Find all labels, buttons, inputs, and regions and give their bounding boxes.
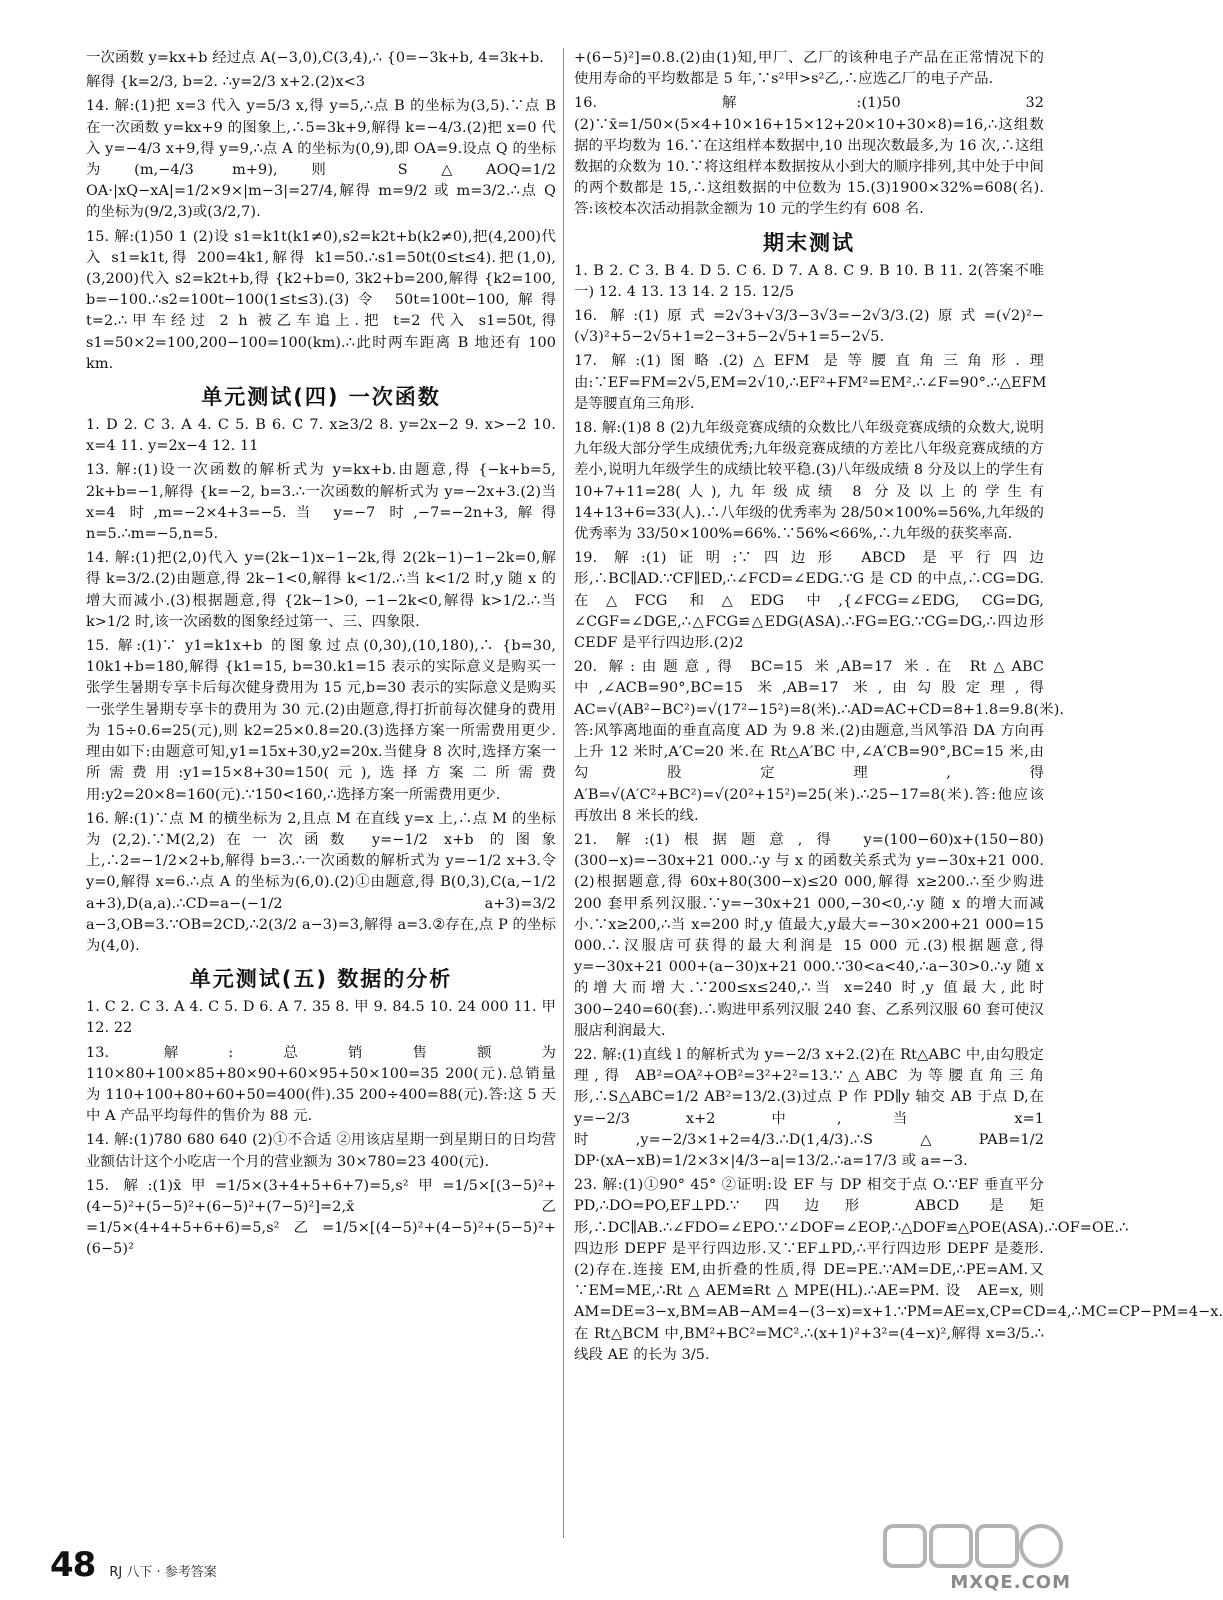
page-footer (50, 1545, 217, 1585)
answer-paragraph: 解得 {k=2/3, b=2. ∴y=2/3 x+2.(2)x<3 (86, 74, 366, 91)
answer-paragraph: 14. 解:(1)780 680 640 (2)①不合适 ②用该店星期一到星期日的日均营业额估计这个小吃店一个月的营业额为 30×780=23 400(元). (86, 1132, 556, 1170)
answer-paragraph: 17. 解:(1)图略.(2)△EFM 是等腰直角三角形.理由:∵EF=FM=2√5,EM=2√10,∴EF²+FM²=EM².∴∠F=90°.∴△EFM 是等腰直角三角形. (574, 353, 1047, 412)
page-number: 48 (50, 1545, 96, 1585)
answer-paragraph: 22. 解:(1)直线 l 的解析式为 y=−2/3 x+2.(2)在 Rt△ABC 中,由勾股定理,得 AB²=OA²+OB²=3²+2²=13.∵△ABC 为等腰直角三角形,∴S△ABC=1/2 AB²=13/2.(3)过点 P 作 PD∥y 轴交 AB 于点 D,在 y=−2/3 x+2 中,当 x=1 时,y=−2/3×1+2=4/3.∴D(1,4/3).∴S△PAB=1/2 DP·(xA−xB)=1/2×3×|4/3−a|=13/2.∴a=17/3 或 a=−3. (574, 1046, 1044, 1169)
section-title: 期末测试 (763, 230, 855, 255)
section-title: 单元测试(四) 一次函数 (201, 385, 441, 410)
right-column (574, 48, 1223, 1369)
answer-paragraph: 13. 解:(1)设一次函数的解析式为 y=kx+b.由题意,得 {−k+b=5, 2k+b=−1,解得 {k=−2, b=3.∴一次函数的解析式为 y=−2x+3.(2)当 x=4 时,m=−2×4+3=−5.当 y=−7 时,−7=−2n+3,解得 n=5.∴m=−5,n=5. (86, 462, 556, 543)
section-title: 单元测试(五) 数据的分析 (189, 967, 453, 992)
answer-paragraph: 1. B 2. C 3. B 4. D 5. C 6. D 7. A 8. C 9. B 10. B 11. 2(答案不唯一) 12. 4 13. 13 14. 2 15. 12/5 (574, 262, 1044, 300)
answer-paragraph: 21. 解:(1)根据题意,得 y=(100−60)x+(150−80)(300−x)=−30x+21 000.∴y 与 x 的函数关系式为 y=−30x+21 000.(2)根据题意,得 60x+80(300−x)≤20 000,解得 x≥200.∴至少购进 200 套甲系列汉服.∵y=−30x+21 000,−30<0,∴y 随 x 的增大而减小.∵x≥200,∴当 x=200 时,y 值最大,y最大=−30×200+21 000=15 000.∴汉服店可获得的最大利润是 15 000 元.(3)根据题意,得 y=−30x+21 000+(a−30)x+21 000.∵30<a<40,∴a−30>0.∴y 随 x 的增大而增大.∵200≤x≤240,∴当 x=240 时,y 值最大,此时 300−240=60(套).∴购进甲系列汉服 240 套、乙系列汉服 60 套可使汉服店利润最大. (574, 831, 1044, 1039)
answer-paragraph: 16. 解:(1)原式=2√3+√3/3−3√3=−2√3/3.(2)原式=(√2)²−(√3)²+5−2√5+1=2−3+5−2√5+1=5−2√5. (574, 308, 1044, 346)
answer-paragraph: 18. 解:(1)8 8 (2)九年级竞赛成绩的众数比八年级竞赛成绩的众数大,说明九年级大部分学生成绩优秀;九年级竞赛成绩的方差比八年级竞赛成绩的方差小,说明九年级学生的成绩比较平稳.(3)八年级成绩 8 分及以上的学生有 10+7+11=28(人),九年级成绩 8 分及以上的学生有 14+13+6=33(人).∴八年级的优秀率为 28/50×100%=56%,九年级的优秀率为 33/50×100%=66%.∵56%<66%,∴九年级的获奖率高. (574, 420, 1044, 543)
answer-paragraph: 16. 解:(1)50 32 (2)∵x̄=1/50×(5×4+10×16+15×12+20×10+30×8)=16,∴这组数据的平均数为 16.∵在这组样本数据中,10 出现次数最多,为 16 次,∴这组数据的众数为 10.∵将这组样本数据按从小到大的顺序排列,其中处于中间的两个数都是 15,∴这组数据的中位数为 15.(3)1900×32%=608(名).答:该校本次活动捐款金额为 10 元的学生约有 608 名. (574, 95, 1044, 218)
answer-paragraph: 23. 解:(1)①90° 45° ②证明:设 EF 与 DP 相交于点 O.∵EF 垂直平分 PD,∴DO=PO,EF⊥PD.∵四边形 ABCD 是矩形,∴DC∥AB.∴∠FDO=∠EPO.∵∠DOF=∠EOP,∴△DOF≌△POE(ASA).∴OF=OE.∴四边形 DEPF 是平行四边形.又∵EF⊥PD,∴平行四边形 DEPF 是菱形.(2)存在.连接 EM,由折叠的性质,得 DE=PE.∵AM=DE,∴PE=AM.又∵EM=ME,∴Rt△AEM≌Rt△MPE(HL).∴AE=PM.设 AE=x,则 AM=DE=3−x,BM=AB−AM=4−(3−x)=x+1.∵PM=AE=x,CP=CD=4,∴MC=CP−PM=4−x.在 Rt△BCM 中,BM²+BC²=MC².∴(x+1)²+3²=(4−x)²,解得 x=3/5.∴线段 AE 的长为 3/5. (574, 1177, 1223, 1363)
answer-paragraph: 一次函数 y=kx+b 经过点 A(−3,0),C(3,4),∴ {0=−3k+b, 4=3k+b. (86, 50, 544, 66)
answer-paragraph: 1. C 2. C 3. A 4. C 5. D 6. A 7. 35 8. 甲 9. 84.5 10. 24 000 11. 甲 12. 22 (86, 999, 556, 1037)
answer-paragraph: 19. 解:(1)证明:∵四边形 ABCD 是平行四边形,∴BC∥AD.∵CF∥ED,∴∠FCD=∠EDG.∵G 是 CD 的中点,∴CG=DG.在△FCG 和△EDG 中,{∠FCG=∠EDG, CG=DG, ∠CGF=∠DGE,∴△FCG≌△EDG(ASA).∴FG=EG.∵CG=DG,∴四边形 CEDF 是平行四边形.(2)2 (574, 550, 1044, 652)
answer-paragraph: 16. 解:(1)∵点 M 的横坐标为 2,且点 M 在直线 y=x 上,∴点 M 的坐标为(2,2).∵M(2,2)在一次函数 y=−1/2 x+b 的图象上,∴2=−1/2×2+b,解得 b=3.∴一次函数的解析式为 y=−1/2 x+3.令 y=0,解得 x=6.∴点 A 的坐标为(6,0).(2)①由题意,得 B(0,3),C(a,−1/2 a+3),D(a,a).∴CD=a−(−1/2 a+3)=3/2 a−3,OB=3.∵OB=2CD,∴2(3/2 a−3)=3,解得 a=3.②存在,点 P 的坐标为(4,0). (86, 810, 557, 954)
answer-paragraph: 14. 解:(1)把(2,0)代入 y=(2k−1)x−1−2k,得 2(2k−1)−1−2k=0,解得 k=3/2.(2)由题意,得 2k−1<0,解得 k<1/2.∴当 k<1/2 时,y 随 x 的增大而减小.(3)根据题意,得 {2k−1>0, −1−2k<0,解得 k>1/2.∴当 k>1/2 时,该一次函数的图象经过第一、三、四象限. (86, 550, 556, 630)
answer-paragraph: 15. 解:(1)∵ y1=k1x+b 的图象过点(0,30),(10,180),∴ {b=30, 10k1+b=180,解得 {k1=15, b=30.k1=15 表示的实际意义是购买一张学生暑期专享卡后每次健身费用为 15 元,b=30 表示的实际意义是购买一张学生暑期专享卡的费用为 30 元.(2)由题意,得打折前每次健身的费用为 15÷0.6=25(元),则 k2=25×0.8=20.(3)选择方案一所需费用更少.理由如下:由题意可知,y1=15x+30,y2=20x.当健身 8 次时,选择方案一所需费用:y1=15×8+30=150(元),选择方案二所需费用:y2=20×8=160(元).∵150<160,∴选择方案一所需费用更少. (86, 638, 556, 803)
answer-paragraph: 14. 解:(1)把 x=3 代入 y=5/3 x,得 y=5,∴点 B 的坐标为(3,5).∵点 B 在一次函数 y=kx+9 的图象上,∴5=3k+9,解得 k=−4/3.(2)把 x=0 代入 y=−4/3 x+9,得 y=9,∴点 A 的坐标为(0,9),即 OA=9.设点 Q 的坐标为(m,−4/3 m+9),则 S△AOQ=1/2 OA·|xQ−xA|=1/2×9×|m−3|=27/4,解得 m=9/2 或 m=3/2.∴点 Q 的坐标为(9/2,3)或(3/2,7). (86, 98, 556, 221)
answer-paragraph: 15. 解:(1)50 1 (2)设 s1=k1t(k1≠0),s2=k2t+b(k2≠0),把(4,200)代入 s1=k1t,得 200=4k1,解得 k1=50.∴s1=50t(0≤t≤4).把(1,0),(3,200)代入 s2=k2t+b,得 {k2+b=0, 3k2+b=200,解得 {k2=100, b=−100.∴s2=100t−100(1≤t≤3).(3)令 50t=100t−100,解得 t=2.∴甲车经过 2 h 被乙车追上.把 t=2 代入 s1=50t,得 s1=50×2=100,200−100=100(km).∴此时两车距离 B 地还有 100 km. (86, 228, 556, 372)
answer-paragraph: 1. D 2. C 3. A 4. C 5. B 6. C 7. x≥3/2 8. y=2x−2 9. x>−2 10. x=4 11. y=2x−4 12. 11 (86, 417, 556, 455)
left-column (86, 48, 556, 1264)
answer-paragraph: 15. 解:(1)x̄甲=1/5×(3+4+5+6+7)=5,s²甲=1/5×[(3−5)²+(4−5)²+(5−5)²+(6−5)²+(7−5)²]=2,x̄乙=1/5×(4+4+5+6+6)=5,s²乙=1/5×[(4−5)²+(4−5)²+(5−5)²+(6−5)² (86, 1177, 556, 1258)
answer-paragraph: 13. 解:总销售额为 110×80+100×85+80×90+60×95+50×100=35 200(元).总销量为 110+100+80+60+50=400(件).35 200÷400=88(元).答:这 5 天中 A 产品平均每件的售价为 88 元. (86, 1044, 556, 1125)
footer-label: RJ 八下 · 参考答案 (109, 1565, 217, 1580)
watermark-text: MXQE.COM (950, 1572, 1071, 1593)
answer-paragraph: +(6−5)²]=0.8.(2)由(1)知,甲厂、乙厂的该种电子产品在正常情况下的使用寿命的平均数都是 5 年,∵s²甲>s²乙,∴应选乙厂的电子产品. (574, 50, 1044, 88)
answer-paragraph: 20. 解:由题意,得 BC=15 米,AB=17 米.在 Rt△ABC 中,∠ACB=90°,BC=15 米,AB=17 米,由勾股定理,得 AC=√(AB²−BC²)=√(17²−15²)=8(米).∴AD=AC+CD=8+1.8=9.8(米).答:风筝离地面的垂直高度 AD 为 9.8 米.(2)由题意,当风筝沿 DA 方向再上升 12 米时,A′C=20 米.在 Rt△A′BC 中,∠A′CB=90°,BC=15 米,由勾股定理,得 A′B=√(A′C²+BC²)=√(20²+15²)=25(米).∴25−17=8(米).答:他应该再放出 8 米长的线. (574, 659, 1065, 824)
column-divider (563, 48, 564, 1538)
